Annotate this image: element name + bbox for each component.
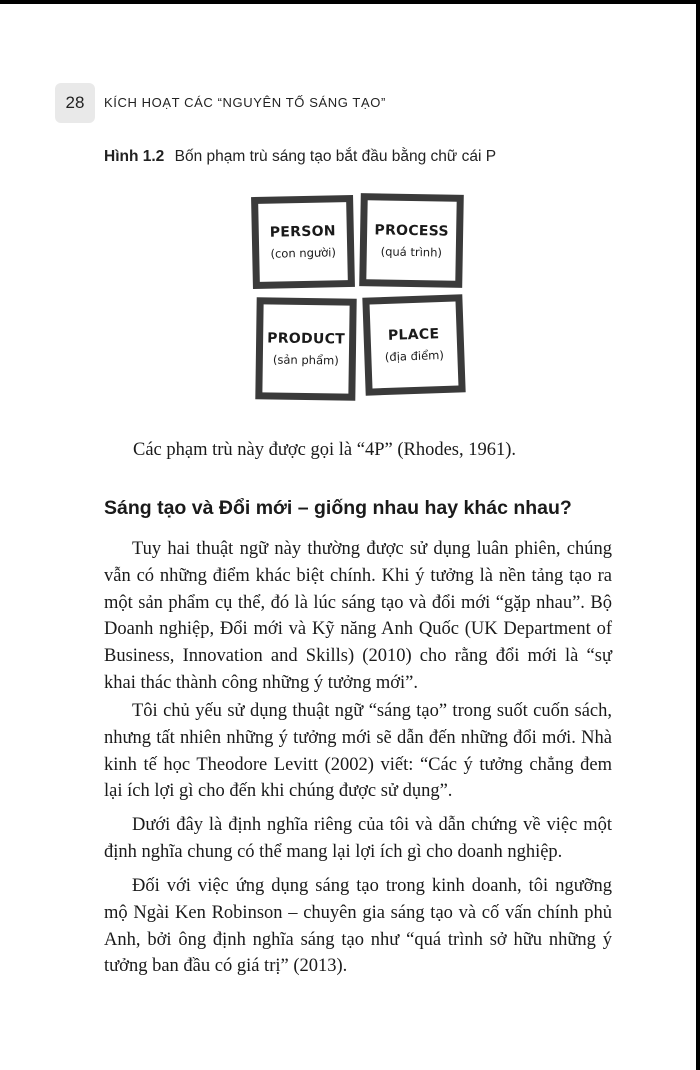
- running-title: KÍCH HOẠT CÁC “NGUYÊN TỐ SÁNG TẠO”: [104, 95, 386, 110]
- figure-note: Các phạm trù này được gọi là “4P” (Rhodes, 1961).: [133, 440, 517, 460]
- paragraph-text: Tuy hai thuật ngữ này thường được sử dụng luân phiên, chúng vẫn có những điểm khác biệt chính. Khi ý tưởng là nền tảng tạo ra một sản phẩm cụ thể, đó là lúc sáng tạo và đổi mới “gặp nhau”. Bộ Doanh nghiệp, Đổi mới và Kỹ năng Anh Quốc (UK Department of Business, Innovation and Skills) (2010) cho rằng đổi mới là “sự khai thác thành công những ý tưởng mới”.: [104, 539, 612, 693]
- paragraph: [104, 873, 612, 980]
- figure-caption: [104, 148, 496, 166]
- card-subtitle: (quá trình): [380, 243, 443, 260]
- paragraph-text: Dưới đây là định nghĩa riêng của tôi và dẫn chứng về việc một định nghĩa chung có thể mang lại lợi ích gì cho doanh nghiệp.: [104, 815, 612, 862]
- figure-label: Hình 1.2: [104, 148, 165, 165]
- card-subtitle: (con người): [270, 245, 337, 261]
- top-border: [0, 0, 700, 4]
- card-product: [255, 297, 356, 400]
- paragraph: [104, 698, 612, 805]
- card-title: PRODUCT: [267, 330, 346, 348]
- right-border: [696, 0, 700, 1070]
- paragraph-text: Đối với việc ứng dụng sáng tạo trong kinh doanh, tôi ngưỡng mộ Ngài Ken Robinson – chuyên gia sáng tạo và cố vấn chính phủ Anh, bởi ông định nghĩa sáng tạo như “quá trình sở hữu những ý tưởng ban đầu có giá trị” (2013).: [104, 876, 612, 977]
- paragraph: [104, 536, 612, 697]
- paragraph-text: Tôi chủ yếu sử dụng thuật ngữ “sáng tạo” trong suốt cuốn sách, nhưng tất nhiên những ý tưởng mới sẽ dẫn đến những đổi mới. Nhà kinh tế học Theodore Levitt (2002) viết: “Các ý tưởng chẳng đem lại ích lợi gì cho đến khi chúng được sử dụng”.: [104, 701, 612, 802]
- card-title: PLACE: [387, 326, 440, 344]
- page-number: 28: [55, 83, 95, 123]
- figure-caption-text: Bốn phạm trù sáng tạo bắt đầu bằng chữ cái P: [174, 148, 497, 165]
- card-subtitle: (địa điểm): [384, 347, 445, 365]
- paragraph: [104, 812, 612, 866]
- card-person: [251, 195, 355, 289]
- section-heading: Sáng tạo và Đổi mới – giống nhau hay khác nhau?: [104, 497, 572, 519]
- card-title: PROCESS: [374, 221, 450, 240]
- four-p-figure: [246, 192, 468, 405]
- card-process: [359, 193, 464, 288]
- card-title: PERSON: [269, 223, 336, 241]
- card-subtitle: (sản phẩm): [272, 352, 339, 368]
- card-place: [362, 294, 465, 395]
